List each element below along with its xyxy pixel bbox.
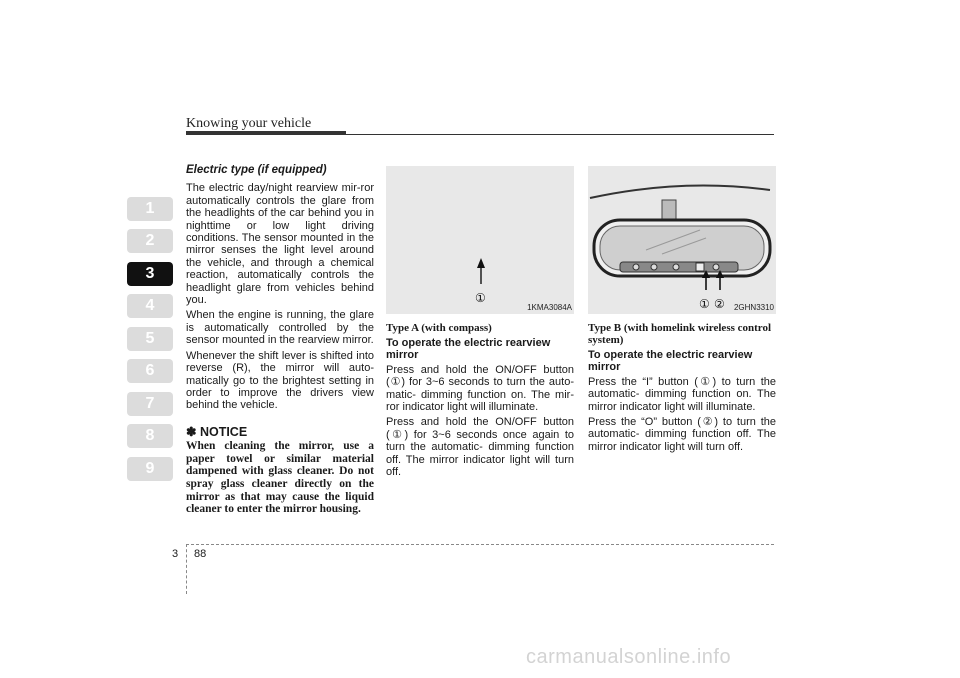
chapter-tab-4[interactable]: 4 (127, 294, 173, 318)
page-header-title: Knowing your vehicle (186, 116, 312, 131)
body-paragraph: Press and hold the ON/OFF button (①) for 3~6 seconds to turn the auto- matic- dimming function on. The mir-ror indicator light will illuminate. (386, 363, 574, 414)
notice-title: ✽ NOTICE (186, 424, 248, 439)
body-paragraph: When the engine is running, the glare is automatically controlled by the sensor mounted in the rearview mirror. (186, 309, 374, 347)
body-paragraph: Whenever the shift lever is shifted into reverse (R), the mirror will auto-matically go to the brightest setting in order to improve the drivers view behind the vehicle. (186, 349, 374, 412)
footer-page-number: 88 (194, 548, 207, 560)
footer-vertical-rule (186, 544, 187, 594)
watermark: carmanualsonline.info (526, 646, 732, 668)
chapter-tab-1[interactable]: 1 (127, 197, 173, 221)
left-column (186, 164, 374, 516)
chapter-tab-6[interactable]: 6 (127, 359, 173, 383)
figure-code: 1KMA3084A (527, 303, 572, 312)
middle-column (386, 318, 574, 481)
chapter-tab-9[interactable]: 9 (127, 457, 173, 481)
body-paragraph: The electric day/night rearview mir-ror automatically controls the glare from the headlights of the car behind you in nighttime or low light driving conditions. The sensor mounted in the mirror senses the light level around the vehicle, and through a chemical reaction, automatically controls the headlight glare from vehicles behind you. (186, 182, 374, 307)
chapter-tab-5[interactable]: 5 (127, 327, 173, 351)
figure-mirror-type-a (386, 166, 574, 314)
body-paragraph: Press and hold the ON/OFF button (①) for 3~6 seconds once again to turn the automatic- dimming function off. The mirror indicator light will turn off. (386, 416, 574, 479)
chapter-tab-3[interactable]: 3 (127, 262, 173, 286)
footer-chapter-number: 3 (172, 548, 179, 560)
body-paragraph: Press the “O” button (②) to turn the automatic- dimming function off. The mirror indicator light will turn off. (588, 416, 776, 453)
mirror-type-b-illustration (588, 166, 776, 314)
chapter-tab-7[interactable]: 7 (127, 392, 173, 416)
section-subheading: Electric type (if equipped) (186, 164, 327, 176)
header-rule (346, 134, 774, 135)
figure-mirror-type-b (588, 166, 776, 314)
callout-1: ① (699, 297, 710, 311)
figure-caption: Type B (with homelink wireless control system) (588, 322, 772, 346)
callout-2: ② (714, 297, 725, 311)
body-paragraph: Press the “I” button (①) to turn the automatic- dimming function on. The mirror indicator light will illuminate. (588, 375, 776, 413)
notice-body: When cleaning the mirror, use a paper towel or similar material dampened with glass cleaner. Do not spray glass cleaner directly on the mirror as that may cause the liquid cleaner to enter the mirror housing. (186, 440, 374, 516)
right-column (588, 318, 776, 456)
header-bar (186, 131, 346, 135)
callout-1: ① (475, 291, 486, 305)
instruction-heading: To operate the electric rearview mirror (386, 337, 551, 362)
figure-code: 2GHN3310 (733, 303, 774, 312)
mirror-type-a-illustration (386, 166, 574, 314)
footer-rule (186, 544, 774, 545)
chapter-tab-8[interactable]: 8 (127, 424, 173, 448)
chapter-tab-2[interactable]: 2 (127, 229, 173, 253)
instruction-heading: To operate the electric rearview mirror (588, 349, 753, 374)
figure-caption: Type A (with compass) (386, 322, 492, 334)
